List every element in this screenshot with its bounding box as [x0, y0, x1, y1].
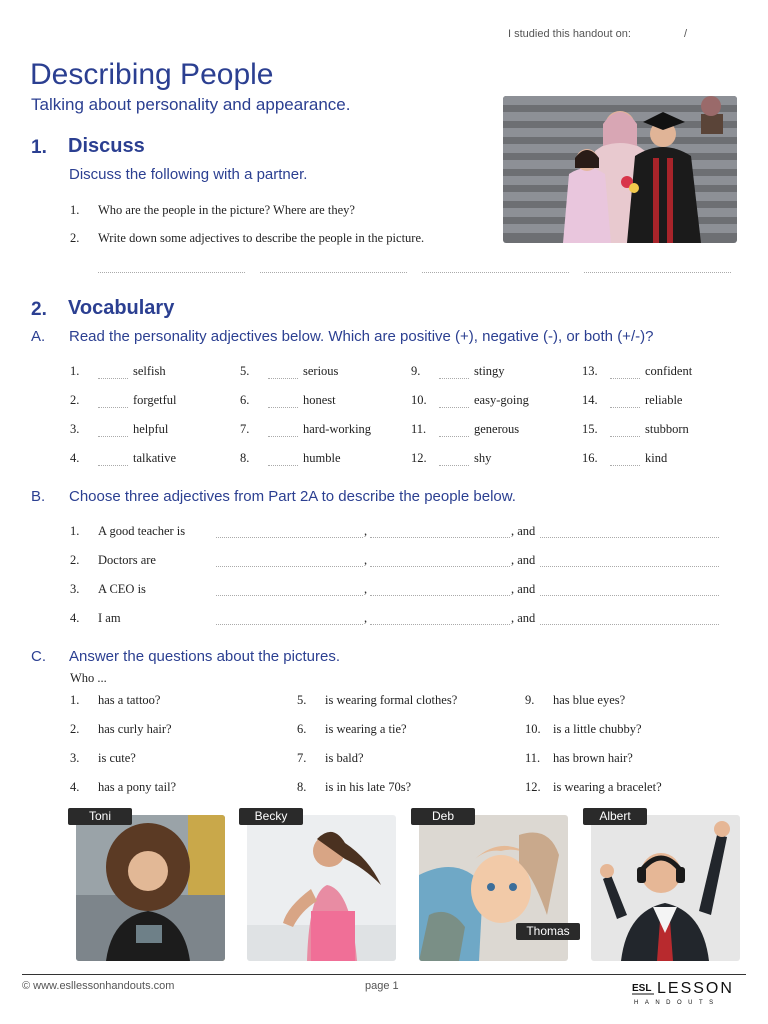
vocab-number: 14. [582, 393, 598, 407]
picture-question-number: 11. [525, 751, 541, 765]
vocab-answer-blank[interactable] [268, 407, 298, 408]
vocab-number: 8. [240, 451, 250, 465]
vocab-word: kind [645, 451, 668, 465]
describe-prompt: Doctors are [98, 553, 156, 567]
picture-question-text: is cute? [98, 751, 136, 765]
vocab-word: confident [645, 364, 693, 378]
page-title: Describing People [30, 58, 274, 91]
vocab-number: 16. [582, 451, 598, 465]
describe-prompt: A CEO is [98, 582, 146, 596]
picture-question-number: 7. [297, 751, 307, 765]
becky-photo [247, 815, 396, 961]
section-1-number: 1. [31, 137, 47, 158]
describe-number: 1. [70, 524, 80, 538]
part-b-letter: B. [31, 488, 46, 505]
section-2-title: Vocabulary [68, 297, 175, 319]
describe-number: 4. [70, 611, 80, 625]
esl-lesson-handouts-logo [632, 976, 748, 1006]
describe-blank-1[interactable] [216, 537, 363, 538]
studied-date-label: I studied this handout on: [508, 28, 631, 40]
discuss-question-number: 1. [70, 203, 80, 217]
vocab-word: shy [474, 451, 492, 465]
picture-question-text: is wearing formal clothes? [325, 693, 458, 707]
studied-date-slash: / [684, 28, 688, 40]
vocab-word: serious [303, 364, 339, 378]
albert-photo [591, 815, 740, 961]
discuss-question-text: Write down some adjectives to describe the people in the picture. [98, 231, 425, 245]
vocab-number: 10. [411, 393, 427, 407]
vocab-answer-blank[interactable] [610, 436, 640, 437]
picture-question-number: 5. [297, 693, 307, 707]
discuss-question-number: 2. [70, 231, 80, 245]
picture-question-text: has a tattoo? [98, 693, 161, 707]
describe-and: , and [511, 524, 536, 538]
describe-comma: , [364, 524, 368, 538]
answer-line[interactable] [422, 272, 569, 273]
thomas-name-tag: Thomas [516, 923, 580, 940]
vocab-answer-blank[interactable] [610, 465, 640, 466]
picture-question-text: is wearing a tie? [325, 722, 407, 736]
part-b-instruction: Choose three adjectives from Part 2A to describe the people below. [69, 488, 516, 505]
section-1-instruction: Discuss the following with a partner. [69, 166, 308, 183]
page-subtitle: Talking about personality and appearance. [31, 95, 351, 114]
vocab-number: 7. [240, 422, 250, 436]
vocab-word: hard-working [303, 422, 372, 436]
vocab-word: stubborn [645, 422, 689, 436]
vocab-word: humble [303, 451, 341, 465]
describe-and: , and [511, 582, 536, 596]
picture-question-text: has blue eyes? [553, 693, 626, 707]
vocab-answer-blank[interactable] [439, 436, 469, 437]
picture-question-number: 8. [297, 780, 307, 794]
discuss-question-text: Who are the people in the picture? Where are they? [98, 203, 355, 217]
vocab-number: 1. [70, 364, 80, 378]
vocab-word: stingy [474, 364, 505, 378]
logo-esl-text: ESL [632, 983, 652, 994]
logo-lesson-text: LESSON [657, 980, 734, 997]
section-2-number: 2. [31, 299, 47, 320]
toni-photo [76, 815, 225, 961]
describe-blank-2[interactable] [370, 566, 510, 567]
describe-blank-2[interactable] [370, 595, 510, 596]
describe-blank-1[interactable] [216, 595, 363, 596]
picture-question-text: is bald? [325, 751, 364, 765]
vocab-number: 11. [411, 422, 427, 436]
describe-comma: , [364, 553, 368, 567]
picture-question-number: 9. [525, 693, 535, 707]
albert-name-tag: Albert [583, 808, 647, 825]
describe-number: 3. [70, 582, 80, 596]
vocab-word: helpful [133, 422, 169, 436]
vocab-answer-blank[interactable] [268, 436, 298, 437]
picture-question-number: 1. [70, 693, 80, 707]
vocab-answer-blank[interactable] [98, 465, 128, 466]
footer-website: © www.esllessonhandouts.com [22, 980, 175, 992]
vocab-answer-blank[interactable] [98, 407, 128, 408]
describe-prompt: A good teacher is [98, 524, 186, 538]
part-a-letter: A. [31, 328, 46, 345]
vocab-word: easy-going [474, 393, 529, 407]
vocab-answer-blank[interactable] [98, 378, 128, 379]
vocab-number: 12. [411, 451, 427, 465]
logo-handouts-text: HANDOUTS [634, 1000, 720, 1006]
describe-prompt: I am [98, 611, 121, 625]
describe-blank-3[interactable] [540, 566, 719, 567]
vocab-answer-blank[interactable] [610, 378, 640, 379]
describe-blank-3[interactable] [540, 624, 719, 625]
vocab-number: 3. [70, 422, 80, 436]
vocab-answer-blank[interactable] [439, 407, 469, 408]
picture-question-number: 2. [70, 722, 80, 736]
becky-name-tag: Becky [239, 808, 303, 825]
vocab-answer-blank[interactable] [98, 436, 128, 437]
vocab-word: forgetful [133, 393, 177, 407]
picture-question-number: 12. [525, 780, 541, 794]
picture-question-number: 3. [70, 751, 80, 765]
vocab-answer-blank[interactable] [439, 378, 469, 379]
toni-name-tag: Toni [68, 808, 132, 825]
describe-blank-3[interactable] [540, 537, 719, 538]
picture-question-text: has brown hair? [553, 751, 633, 765]
part-c-who-label: Who ... [70, 671, 107, 685]
graduation-family-photo [503, 96, 737, 243]
vocab-word: generous [474, 422, 520, 436]
picture-question-number: 6. [297, 722, 307, 736]
part-c-instruction: Answer the questions about the pictures. [69, 648, 340, 665]
footer-page-number: page 1 [365, 980, 399, 992]
picture-question-text: is in his late 70s? [325, 780, 412, 794]
part-c-letter: C. [31, 648, 46, 665]
part-a-instruction: Read the personality adjectives below. Which are positive (+), negative (-), or both (+/-)? [69, 328, 654, 345]
deb-name-tag: Deb [411, 808, 475, 825]
answer-line[interactable] [584, 272, 731, 273]
picture-question-text: is wearing a bracelet? [553, 780, 662, 794]
picture-question-number: 4. [70, 780, 80, 794]
describe-blank-1[interactable] [216, 566, 363, 567]
describe-and: , and [511, 553, 536, 567]
vocab-answer-blank[interactable] [268, 378, 298, 379]
picture-question-number: 10. [525, 722, 541, 736]
picture-question-text: is a little chubby? [553, 722, 642, 736]
answer-line[interactable] [98, 272, 245, 273]
vocab-word: reliable [645, 393, 683, 407]
describe-blank-2[interactable] [370, 537, 510, 538]
describe-and: , and [511, 611, 536, 625]
footer-divider [22, 974, 746, 975]
vocab-answer-blank[interactable] [439, 465, 469, 466]
describe-number: 2. [70, 553, 80, 567]
describe-blank-3[interactable] [540, 595, 719, 596]
vocab-answer-blank[interactable] [610, 407, 640, 408]
vocab-number: 4. [70, 451, 80, 465]
vocab-number: 15. [582, 422, 598, 436]
section-1-title: Discuss [68, 135, 145, 157]
picture-question-text: has a pony tail? [98, 780, 177, 794]
picture-question-text: has curly hair? [98, 722, 172, 736]
describe-comma: , [364, 611, 368, 625]
vocab-number: 9. [411, 364, 421, 378]
vocab-word: selfish [133, 364, 166, 378]
vocab-number: 6. [240, 393, 250, 407]
vocab-word: talkative [133, 451, 177, 465]
vocab-word: honest [303, 393, 336, 407]
vocab-number: 2. [70, 393, 80, 407]
vocab-answer-blank[interactable] [268, 465, 298, 466]
describe-blank-1[interactable] [216, 624, 363, 625]
describe-blank-2[interactable] [370, 624, 510, 625]
answer-line[interactable] [260, 272, 407, 273]
describe-comma: , [364, 582, 368, 596]
vocab-number: 5. [240, 364, 250, 378]
vocab-number: 13. [582, 364, 598, 378]
